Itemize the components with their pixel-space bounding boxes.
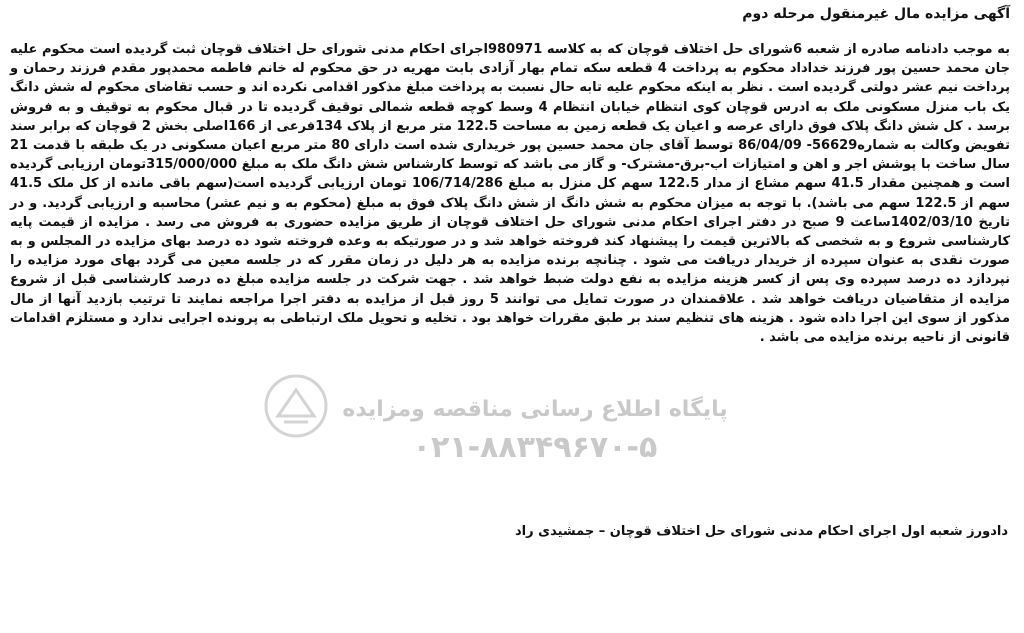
watermark bbox=[300, 395, 770, 471]
notice-body: به موجب دادنامه صادره از شعبه 6شورای حل اختلاف قوچان که به کلاسه 980971اجرای احکام مدنی شورای حل اختلاف قوچان ثبت گردیده است محکوم علیه جان محمد حسین پور فرزند خداداد محکوم به پرداخت 4 قطعه سکه تمام بهار آزادی بابت مهریه در حق محکوم له خانم فاطمه محمدپور مقدم فرزند رحمان و پرداخت نیم عشر دولتی گردیده است . نظر به اینکه محکوم علیه تابه حال نسبت به پرداخت مبلغ مذکور اقدامی نکرده اند و حسب تقاضای محکوم له شش دانگ یک باب منزل مسکونی ملک به ادرس قوچان کوی انتظام خیابان انتظام 4 وسط کوچه قطعه شمالی توقیف گردیده تا در قبال محکوم به توقیف و به فروش برسد . کل شش دانگ پلاک فوق دارای عرصه و اعیان یک قطعه زمین به مساحت 122.5 متر مربع از پلاک 134فرعی از 166اصلی بخش 2 قوچان که برابر سند تفویض وکالت به شماره56629- 86/04/09 توسط آقای جان محمد حسین پور خریداری شده است دارای 80 متر مربع اعیان مسکونی در یک طبقه با قدمت 21 سال ساخت با پوشش اجر و اهن و امتیازات اب-برق-مشترک- و گاز می باشد که توسط کارشناس شش دانگ ملک به مبلغ 315/000/000تومان ارزیابی گردیده است و همچنین مقدار 41.5 سهم مشاع از مدار 122.5 سهم کل منزل به مبلغ 106/714/286 تومان ارزیابی گردیده است(سهم باقی مانده از کل ملک 41.5 سهم از 122.5 سهم می باشد). با توجه به میزان محکوم به شش دانگ از شش دانگ پلاک فوق به مبلغ (محکوم به و نیم عشر) محاسبه و ارزیابی گردید. و در تاریخ 1402/03/10ساعت 9 صبح در دفتر اجرای احکام مدنی شورای حل اختلاف قوچان از طریق مزایده حضوری به فروش می رسد . مزایده از قیمت پایه کارشناسی شروع و به شخصی که بالاترین قیمت را پیشنهاد کند فروخته خواهد شد و در صورتیکه به وعده فروخته شود ده درصد بهای مزایده در المجلس و به صورت نقدی به عنوان سپرده از خریدار دریافت می شود . چنانچه برنده مزایده به هر دلیل در زمان مقرر که در جلسه معین می گردد بهای مورد مزایده را نپردازد ده درصد سپرده وی پس از کسر هزینه مزایده به نفع دولت ضبط خواهد شد . جهت شرکت در جلسه مزایده مبلغ ده درصد کارشناسی قبل از شروع مزایده از متقاضیان دریافت خواهد شد . علاقمندان در صورت تمایل می توانند 5 روز قبل از مزایده به دفتر اجرا مراجعه نمایند تا ترتیب بازدید آنها از مال مذکور از سوی این اجرا داده شود . هزینه های تنظیم سند بر طبق مقررات خواهد بود . تخلیه و تحویل ملک ارتباطی به پرونده اجرایی ندارد و مستلزم اقدامات قانونی از ناحیه برنده مزایده می باشد . bbox=[10, 42, 1010, 346]
watermark-logo-icon bbox=[262, 372, 330, 440]
notice-signature: دادورز شعبه اول اجرای احکام مدنی شورای حل اختلاف قوچان – جمشیدی راد bbox=[515, 524, 1008, 539]
notice-title: آگهی مزایده مال غیرمنقول مرحله دوم bbox=[742, 6, 1010, 22]
watermark-phone: ۰۲۱-۸۸۳۴۹۶۷۰-۵ bbox=[412, 430, 658, 465]
watermark-site-name: پایگاه اطلاع رسانی مناقصه ومزایده bbox=[342, 397, 728, 422]
